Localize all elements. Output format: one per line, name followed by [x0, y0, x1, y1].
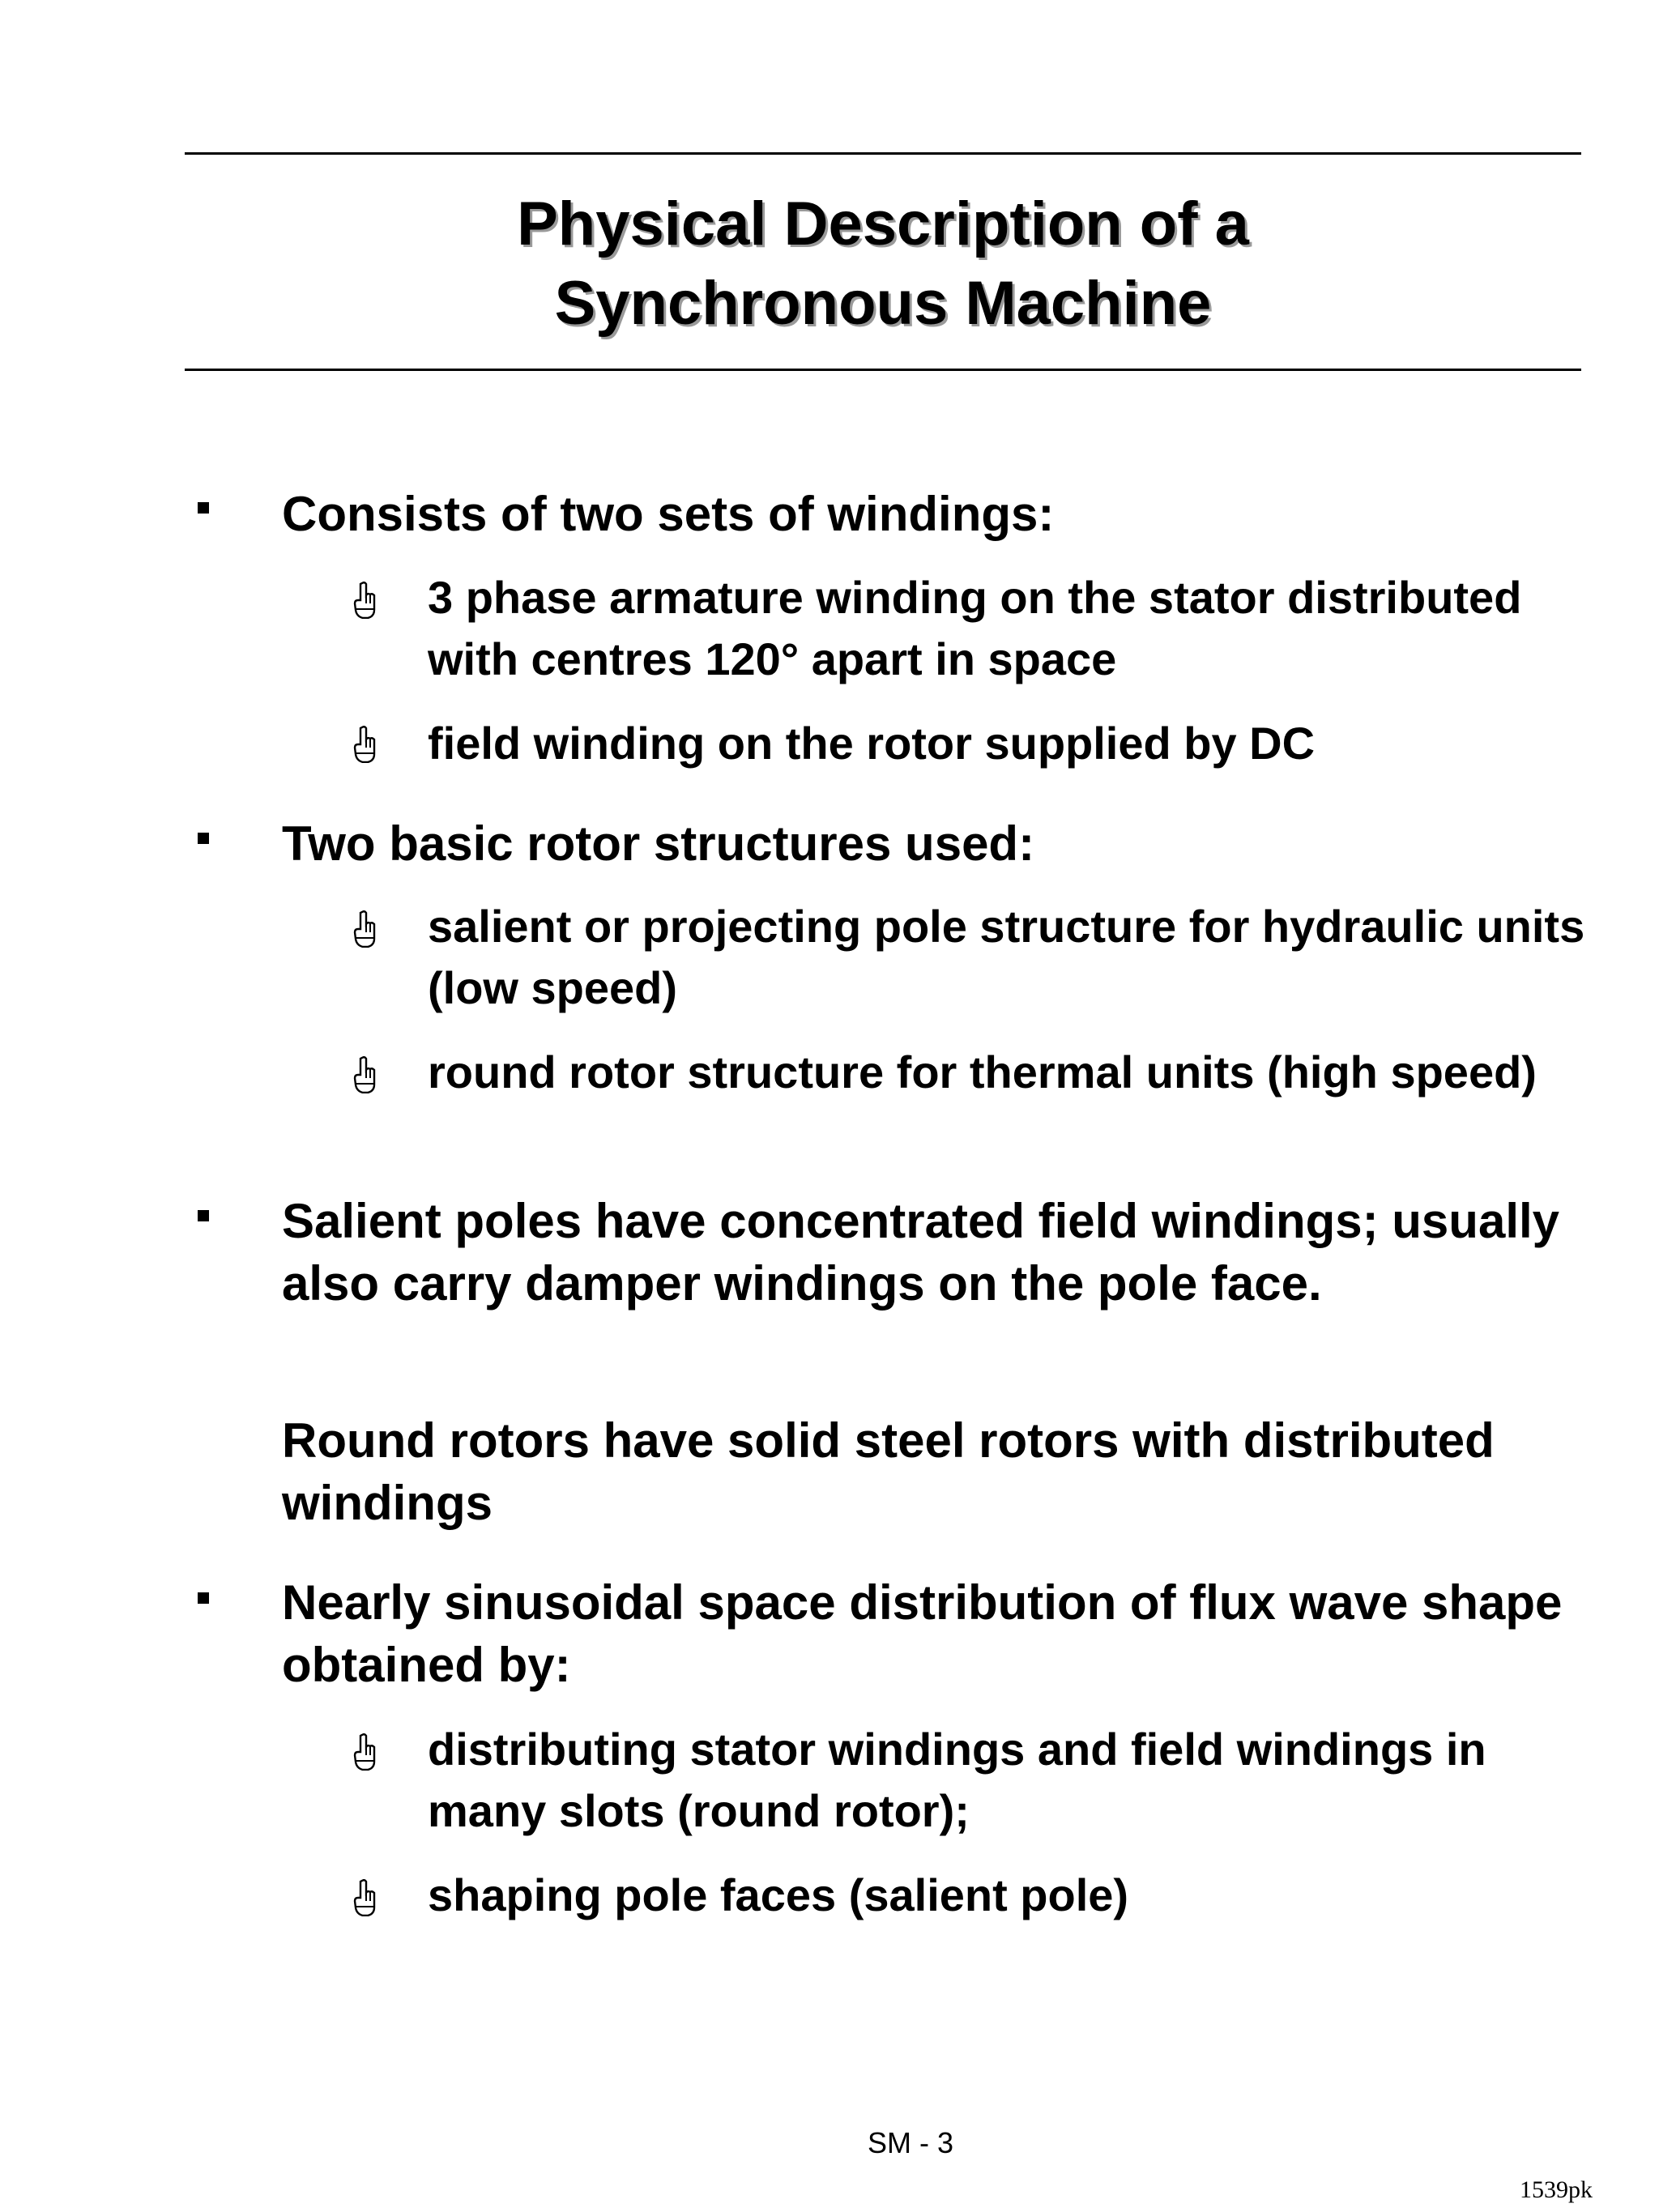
- pointing-hand-icon: [353, 582, 377, 619]
- sub-bullet-text: shaping pole faces (salient pole): [428, 1869, 1129, 1920]
- sub-bullet-text: 3 phase armature winding on the stator distributed with centres 120° apart in space: [428, 572, 1522, 684]
- bullet-text: Consists of two sets of windings:: [282, 487, 1055, 541]
- pointing-hand-icon: [353, 1733, 377, 1771]
- sub-bullet-text: round rotor structure for thermal units (high speed): [428, 1046, 1537, 1097]
- pointing-hand-icon: [353, 910, 377, 948]
- pointing-hand-icon: [353, 1879, 377, 1916]
- sub-bullet-text: field winding on the rotor supplied by DC: [428, 718, 1316, 769]
- pointing-hand-icon: [353, 1056, 377, 1093]
- square-bullet-icon: [198, 1210, 209, 1221]
- square-bullet-icon: [198, 833, 209, 844]
- square-bullet-icon: [198, 502, 209, 514]
- pointing-hand-icon: [353, 726, 377, 763]
- bullet-text: Salient poles have concentrated field windings; usually also carry damper windings on the pole face.: [282, 1194, 1560, 1311]
- top-rule: [185, 152, 1581, 155]
- square-bullet-icon: [198, 1592, 209, 1604]
- bottom-rule: [185, 369, 1581, 371]
- bullet-text: Nearly sinusoidal space distribution of flux wave shape obtained by:: [282, 1575, 1563, 1692]
- sub-bullet-text: distributing stator windings and field windings in many slots (round rotor);: [428, 1724, 1486, 1836]
- sub-bullet-text: salient or projecting pole structure for hydraulic units (low speed): [428, 901, 1585, 1013]
- reference-code: 1539pk: [1520, 2176, 1593, 2203]
- title-line-2: Synchronous Machine: [554, 269, 1212, 338]
- page-title: [185, 185, 1581, 343]
- bullet-text: Two basic rotor structures used:: [282, 816, 1035, 871]
- page-number: SM - 3: [867, 2126, 953, 2159]
- title-line-1: Physical Description of a: [517, 190, 1249, 258]
- bullet-continuation-text: Round rotors have solid steel rotors with distributed windings: [282, 1413, 1495, 1530]
